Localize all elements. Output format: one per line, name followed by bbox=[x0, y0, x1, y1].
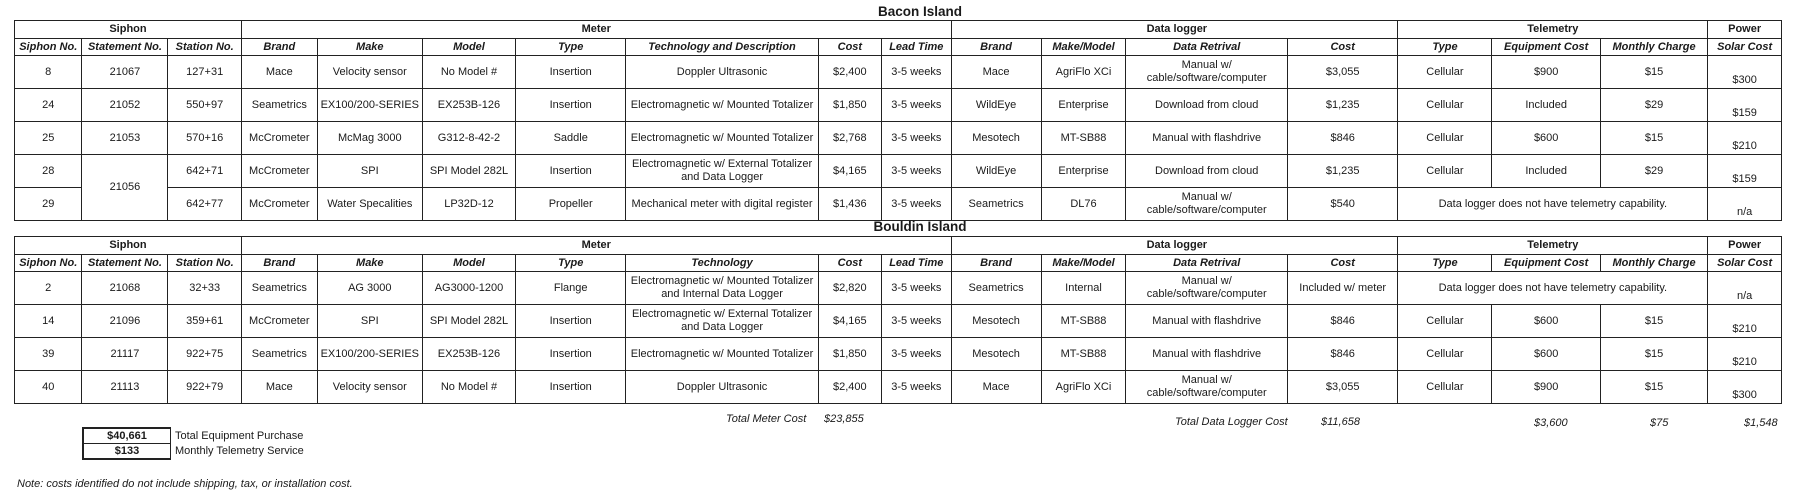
cell-solar-cost: n/a bbox=[1708, 188, 1782, 221]
cell-telemetry-equipment-cost: $900 bbox=[1492, 56, 1600, 89]
cell-meter-cost: $2,400 bbox=[818, 56, 881, 89]
cell-meter-type: Insertion bbox=[516, 371, 626, 404]
cell-logger-brand: WildEye bbox=[951, 89, 1041, 122]
header-statement-no: Statement No. bbox=[82, 39, 168, 56]
cell-data-retrieval: Download from cloud bbox=[1126, 155, 1288, 188]
cell-lead-time: 3-5 weeks bbox=[882, 89, 952, 122]
header-telemetry-equipment-cost: Equipment Cost bbox=[1492, 39, 1600, 56]
cell-meter-technology: Doppler Ultrasonic bbox=[626, 371, 818, 404]
cell-meter-make: McMag 3000 bbox=[317, 122, 422, 155]
cell-telemetry-type: Cellular bbox=[1398, 338, 1492, 371]
cell-telemetry-equipment-cost: Included bbox=[1492, 89, 1600, 122]
cell-logger-cost: $540 bbox=[1287, 188, 1397, 221]
cell-meter-make: AG 3000 bbox=[317, 272, 422, 305]
header-meter-type: Type bbox=[516, 255, 626, 272]
header-meter-technology: Technology bbox=[626, 255, 818, 272]
cell-telemetry-equipment-cost: $900 bbox=[1492, 371, 1600, 404]
bouldin-island-title: Bouldin Island bbox=[873, 219, 967, 234]
header-meter-cost: Cost bbox=[818, 39, 881, 56]
cell-siphon-no: 29 bbox=[15, 188, 82, 221]
cell-statement-no: 21096 bbox=[82, 305, 168, 338]
header-data-retrieval: Data Retrival bbox=[1126, 39, 1288, 56]
cell-meter-technology: Mechanical meter with digital register bbox=[626, 188, 818, 221]
cell-meter-cost: $4,165 bbox=[818, 305, 881, 338]
cell-solar-cost: $300 bbox=[1708, 56, 1782, 89]
table-row bbox=[15, 272, 1782, 305]
header-siphon-no: Siphon No. bbox=[15, 255, 82, 272]
table-row bbox=[15, 155, 1782, 188]
cell-meter-type: Propeller bbox=[516, 188, 626, 221]
cell-station-no: 359+61 bbox=[168, 305, 242, 338]
cell-solar-cost: $159 bbox=[1708, 89, 1782, 122]
header-logger-cost: Cost bbox=[1287, 255, 1397, 272]
cell-meter-brand: Seametrics bbox=[241, 338, 317, 371]
cell-meter-technology: Electromagnetic w/ Mounted Totalizer bbox=[626, 338, 818, 371]
cell-siphon-no: 28 bbox=[15, 155, 82, 188]
header-meter-model: Model bbox=[422, 255, 515, 272]
cell-station-no: 550+97 bbox=[168, 89, 242, 122]
summary-box bbox=[82, 427, 309, 460]
cell-lead-time: 3-5 weeks bbox=[882, 56, 952, 89]
cell-meter-technology: Electromagnetic w/ Mounted Totalizer bbox=[626, 89, 818, 122]
cell-logger-cost: $1,235 bbox=[1287, 155, 1397, 188]
cell-telemetry-type: Cellular bbox=[1398, 122, 1492, 155]
header-lead-time: Lead Time bbox=[882, 255, 952, 272]
cell-telemetry-equipment-cost: Included bbox=[1492, 155, 1600, 188]
cell-meter-type: Insertion bbox=[516, 89, 626, 122]
cell-meter-make: Water Specalities bbox=[317, 188, 422, 221]
cell-statement-no: 21068 bbox=[82, 272, 168, 305]
cell-station-no: 570+16 bbox=[168, 122, 242, 155]
cell-telemetry-equipment-cost: $600 bbox=[1492, 338, 1600, 371]
cell-station-no: 32+33 bbox=[168, 272, 242, 305]
cell-meter-brand: McCrometer bbox=[241, 305, 317, 338]
total-equipment-purchase-label: Total Equipment Purchase bbox=[175, 429, 304, 442]
cell-siphon-no: 40 bbox=[15, 371, 82, 404]
header-logger-make-model: Make/Model bbox=[1041, 255, 1126, 272]
cell-telemetry-monthly-charge: $15 bbox=[1600, 371, 1707, 404]
cell-logger-cost: $1,235 bbox=[1287, 89, 1397, 122]
header-statement-no: Statement No. bbox=[82, 255, 168, 272]
cell-meter-technology: Electromagnetic w/ Mounted Totalizer bbox=[626, 122, 818, 155]
cell-lead-time: 3-5 weeks bbox=[882, 122, 952, 155]
group-meter: Meter bbox=[241, 237, 951, 255]
bacon-island-title: Bacon Island bbox=[877, 4, 963, 19]
cell-meter-technology: Electromagnetic w/ External Totalizer and Data Logger bbox=[626, 305, 818, 338]
cell-telemetry-type: Cellular bbox=[1398, 305, 1492, 338]
cell-solar-cost: $300 bbox=[1708, 371, 1782, 404]
cell-meter-type: Insertion bbox=[516, 338, 626, 371]
group-power: Power bbox=[1708, 237, 1782, 255]
cell-logger-brand: Mesotech bbox=[951, 338, 1041, 371]
header-siphon-no: Siphon No. bbox=[15, 39, 82, 56]
cell-lead-time: 3-5 weeks bbox=[882, 188, 952, 221]
cell-telemetry-monthly-charge: $15 bbox=[1600, 338, 1707, 371]
cell-telemetry-equipment-cost: $600 bbox=[1492, 305, 1600, 338]
cell-logger-make-model: MT-SB88 bbox=[1041, 122, 1126, 155]
table-row bbox=[15, 56, 1782, 89]
cell-meter-brand: Seametrics bbox=[241, 272, 317, 305]
total-meter-cost-label: Total Meter Cost bbox=[726, 413, 807, 425]
cell-telemetry-type: Cellular bbox=[1398, 89, 1492, 122]
cell-siphon-no: 2 bbox=[15, 272, 82, 305]
cell-meter-technology: Doppler Ultrasonic bbox=[626, 56, 818, 89]
header-solar-cost: Solar Cost bbox=[1708, 255, 1782, 272]
cell-telemetry-type: Cellular bbox=[1398, 155, 1492, 188]
cell-meter-cost: $2,820 bbox=[818, 272, 881, 305]
total-data-logger-cost-label: Total Data Logger Cost bbox=[1175, 416, 1288, 428]
group-siphon: Siphon bbox=[15, 237, 242, 255]
cell-telemetry-monthly-charge: $15 bbox=[1600, 305, 1707, 338]
cell-meter-brand: Seametrics bbox=[241, 89, 317, 122]
monthly-telemetry-service-label: Monthly Telemetry Service bbox=[175, 445, 304, 458]
header-logger-brand: Brand bbox=[951, 39, 1041, 56]
cell-meter-type: Flange bbox=[516, 272, 626, 305]
cell-lead-time: 3-5 weeks bbox=[882, 305, 952, 338]
cell-logger-cost: $3,055 bbox=[1287, 371, 1397, 404]
cell-logger-make-model: MT-SB88 bbox=[1041, 338, 1126, 371]
cell-logger-make-model: Internal bbox=[1041, 272, 1126, 305]
cell-meter-model: SPI Model 282L bbox=[422, 155, 515, 188]
cell-telemetry-monthly-charge: $15 bbox=[1600, 122, 1707, 155]
cell-meter-type: Insertion bbox=[516, 305, 626, 338]
cell-meter-cost: $1,850 bbox=[818, 89, 881, 122]
cell-meter-cost: $2,768 bbox=[818, 122, 881, 155]
cell-statement-no: 21052 bbox=[82, 89, 168, 122]
cell-meter-technology: Electromagnetic w/ External Totalizer and Data Logger bbox=[626, 155, 818, 188]
cell-telemetry-monthly-charge: $29 bbox=[1600, 155, 1707, 188]
cell-meter-type: Insertion bbox=[516, 155, 626, 188]
cell-data-retrieval: Manual with flashdrive bbox=[1126, 338, 1288, 371]
header-station-no: Station No. bbox=[168, 39, 242, 56]
cell-solar-cost: $210 bbox=[1708, 122, 1782, 155]
header-logger-cost: Cost bbox=[1287, 39, 1397, 56]
cell-meter-model: AG3000-1200 bbox=[422, 272, 515, 305]
cell-station-no: 642+77 bbox=[168, 188, 242, 221]
header-meter-make: Make bbox=[317, 255, 422, 272]
header-telemetry-monthly-charge: Monthly Charge bbox=[1600, 39, 1707, 56]
cell-meter-make: EX100/200-SERIES bbox=[317, 89, 422, 122]
table-row bbox=[15, 89, 1782, 122]
cell-logger-cost: $846 bbox=[1287, 122, 1397, 155]
cell-data-retrieval: Manual w/ cable/software/computer bbox=[1126, 272, 1288, 305]
cell-meter-make: SPI bbox=[317, 305, 422, 338]
header-meter-brand: Brand bbox=[241, 39, 317, 56]
cell-telemetry-type: Cellular bbox=[1398, 56, 1492, 89]
header-meter-type: Type bbox=[516, 39, 626, 56]
cell-statement-no: 21056 bbox=[82, 155, 168, 221]
group-data-logger: Data logger bbox=[951, 237, 1398, 255]
cell-statement-no: 21113 bbox=[82, 371, 168, 404]
header-logger-brand: Brand bbox=[951, 255, 1041, 272]
cell-logger-make-model: AgriFlo XCi bbox=[1041, 56, 1126, 89]
cell-meter-model: No Model # bbox=[422, 371, 515, 404]
cell-telemetry-monthly-charge: $15 bbox=[1600, 56, 1707, 89]
group-siphon: Siphon bbox=[15, 21, 242, 39]
cell-siphon-no: 39 bbox=[15, 338, 82, 371]
cell-meter-make: Velocity sensor bbox=[317, 56, 422, 89]
bacon-island-table bbox=[14, 20, 1782, 221]
cell-meter-model: No Model # bbox=[422, 56, 515, 89]
table-row bbox=[15, 338, 1782, 371]
cell-station-no: 922+75 bbox=[168, 338, 242, 371]
cell-telemetry-type: Cellular bbox=[1398, 371, 1492, 404]
cell-station-no: 127+31 bbox=[168, 56, 242, 89]
cell-logger-make-model: Enterprise bbox=[1041, 89, 1126, 122]
cell-data-retrieval: Download from cloud bbox=[1126, 89, 1288, 122]
cell-meter-make: EX100/200-SERIES bbox=[317, 338, 422, 371]
cell-meter-type: Saddle bbox=[516, 122, 626, 155]
total-solar-cost: $1,548 bbox=[1744, 417, 1778, 429]
cell-meter-make: SPI bbox=[317, 155, 422, 188]
cell-logger-make-model: DL76 bbox=[1041, 188, 1126, 221]
cell-lead-time: 3-5 weeks bbox=[882, 338, 952, 371]
cell-lead-time: 3-5 weeks bbox=[882, 272, 952, 305]
cell-logger-brand: Seametrics bbox=[951, 188, 1041, 221]
cell-siphon-no: 14 bbox=[15, 305, 82, 338]
total-meter-cost-value: $23,855 bbox=[824, 413, 864, 425]
column-headers bbox=[15, 255, 1782, 272]
cell-meter-model: EX253B-126 bbox=[422, 89, 515, 122]
header-meter-make: Make bbox=[317, 39, 422, 56]
cell-data-retrieval: Manual with flashdrive bbox=[1126, 305, 1288, 338]
telemetry-note: Data logger does not have telemetry capability. bbox=[1398, 272, 1708, 305]
summary-row-equipment bbox=[83, 428, 308, 444]
cell-lead-time: 3-5 weeks bbox=[882, 155, 952, 188]
group-power: Power bbox=[1708, 21, 1782, 39]
cell-logger-brand: Mesotech bbox=[951, 305, 1041, 338]
cell-meter-model: LP32D-12 bbox=[422, 188, 515, 221]
group-telemetry: Telemetry bbox=[1398, 21, 1708, 39]
cell-logger-brand: Mace bbox=[951, 56, 1041, 89]
cell-meter-brand: McCrometer bbox=[241, 188, 317, 221]
group-meter: Meter bbox=[241, 21, 951, 39]
total-telemetry-monthly: $75 bbox=[1650, 417, 1669, 429]
cell-solar-cost: $210 bbox=[1708, 305, 1782, 338]
cell-station-no: 922+79 bbox=[168, 371, 242, 404]
total-data-logger-cost-value: $11,658 bbox=[1321, 416, 1360, 428]
total-telemetry-equipment: $3,600 bbox=[1534, 417, 1568, 429]
cell-meter-cost: $1,436 bbox=[818, 188, 881, 221]
cell-logger-cost: $846 bbox=[1287, 338, 1397, 371]
header-lead-time: Lead Time bbox=[882, 39, 952, 56]
cell-meter-cost: $2,400 bbox=[818, 371, 881, 404]
cell-meter-type: Insertion bbox=[516, 56, 626, 89]
cell-logger-brand: Seametrics bbox=[951, 272, 1041, 305]
cell-meter-technology: Electromagnetic w/ Mounted Totalizer and Internal Data Logger bbox=[626, 272, 818, 305]
cell-data-retrieval: Manual w/ cable/software/computer bbox=[1126, 371, 1288, 404]
cell-station-no: 642+71 bbox=[168, 155, 242, 188]
cell-solar-cost: n/a bbox=[1708, 272, 1782, 305]
header-data-retrieval: Data Retrival bbox=[1126, 255, 1288, 272]
cell-siphon-no: 24 bbox=[15, 89, 82, 122]
cell-logger-make-model: AgriFlo XCi bbox=[1041, 371, 1126, 404]
header-station-no: Station No. bbox=[168, 255, 242, 272]
header-logger-make-model: Make/Model bbox=[1041, 39, 1126, 56]
cell-statement-no: 21053 bbox=[82, 122, 168, 155]
table-row bbox=[15, 188, 1782, 221]
header-telemetry-type: Type bbox=[1398, 255, 1492, 272]
header-telemetry-monthly-charge: Monthly Charge bbox=[1600, 255, 1707, 272]
cell-data-retrieval: Manual with flashdrive bbox=[1126, 122, 1288, 155]
cell-telemetry-monthly-charge: $29 bbox=[1600, 89, 1707, 122]
cell-logger-brand: Mesotech bbox=[951, 122, 1041, 155]
table-row bbox=[15, 305, 1782, 338]
header-meter-brand: Brand bbox=[241, 255, 317, 272]
cell-logger-cost: $3,055 bbox=[1287, 56, 1397, 89]
monthly-telemetry-service-value: $133 bbox=[83, 444, 171, 460]
cell-logger-brand: WildEye bbox=[951, 155, 1041, 188]
column-headers bbox=[15, 39, 1782, 56]
cell-meter-model: SPI Model 282L bbox=[422, 305, 515, 338]
cell-data-retrieval: Manual w/ cable/software/computer bbox=[1126, 56, 1288, 89]
cell-siphon-no: 8 bbox=[15, 56, 82, 89]
cell-siphon-no: 25 bbox=[15, 122, 82, 155]
cost-note: Note: costs identified do not include shipping, tax, or installation cost. bbox=[17, 478, 353, 490]
summary-row-telemetry bbox=[83, 444, 308, 460]
cell-logger-make-model: Enterprise bbox=[1041, 155, 1126, 188]
cell-logger-make-model: MT-SB88 bbox=[1041, 305, 1126, 338]
cell-logger-cost: Included w/ meter bbox=[1287, 272, 1397, 305]
cell-statement-no: 21117 bbox=[82, 338, 168, 371]
cell-data-retrieval: Manual w/ cable/software/computer bbox=[1126, 188, 1288, 221]
cell-solar-cost: $159 bbox=[1708, 155, 1782, 188]
cell-lead-time: 3-5 weeks bbox=[882, 371, 952, 404]
telemetry-note: Data logger does not have telemetry capability. bbox=[1398, 188, 1708, 221]
cell-meter-brand: McCrometer bbox=[241, 122, 317, 155]
cell-meter-brand: McCrometer bbox=[241, 155, 317, 188]
header-solar-cost: Solar Cost bbox=[1708, 39, 1782, 56]
table-row bbox=[15, 122, 1782, 155]
cell-meter-brand: Mace bbox=[241, 371, 317, 404]
cell-statement-no: 21067 bbox=[82, 56, 168, 89]
total-equipment-purchase-value: $40,661 bbox=[83, 428, 171, 444]
bouldin-island-table bbox=[14, 236, 1782, 404]
group-telemetry: Telemetry bbox=[1398, 237, 1708, 255]
header-meter-technology: Technology and Description bbox=[626, 39, 818, 56]
group-data-logger: Data logger bbox=[951, 21, 1398, 39]
cell-meter-model: EX253B-126 bbox=[422, 338, 515, 371]
cell-telemetry-equipment-cost: $600 bbox=[1492, 122, 1600, 155]
cell-logger-brand: Mace bbox=[951, 371, 1041, 404]
cell-meter-make: Velocity sensor bbox=[317, 371, 422, 404]
header-telemetry-equipment-cost: Equipment Cost bbox=[1492, 255, 1600, 272]
cell-meter-model: G312-8-42-2 bbox=[422, 122, 515, 155]
cell-solar-cost: $210 bbox=[1708, 338, 1782, 371]
table-row bbox=[15, 371, 1782, 404]
cell-meter-cost: $1,850 bbox=[818, 338, 881, 371]
cell-meter-brand: Mace bbox=[241, 56, 317, 89]
header-meter-cost: Cost bbox=[818, 255, 881, 272]
cell-meter-cost: $4,165 bbox=[818, 155, 881, 188]
cell-logger-cost: $846 bbox=[1287, 305, 1397, 338]
header-telemetry-type: Type bbox=[1398, 39, 1492, 56]
header-meter-model: Model bbox=[422, 39, 515, 56]
